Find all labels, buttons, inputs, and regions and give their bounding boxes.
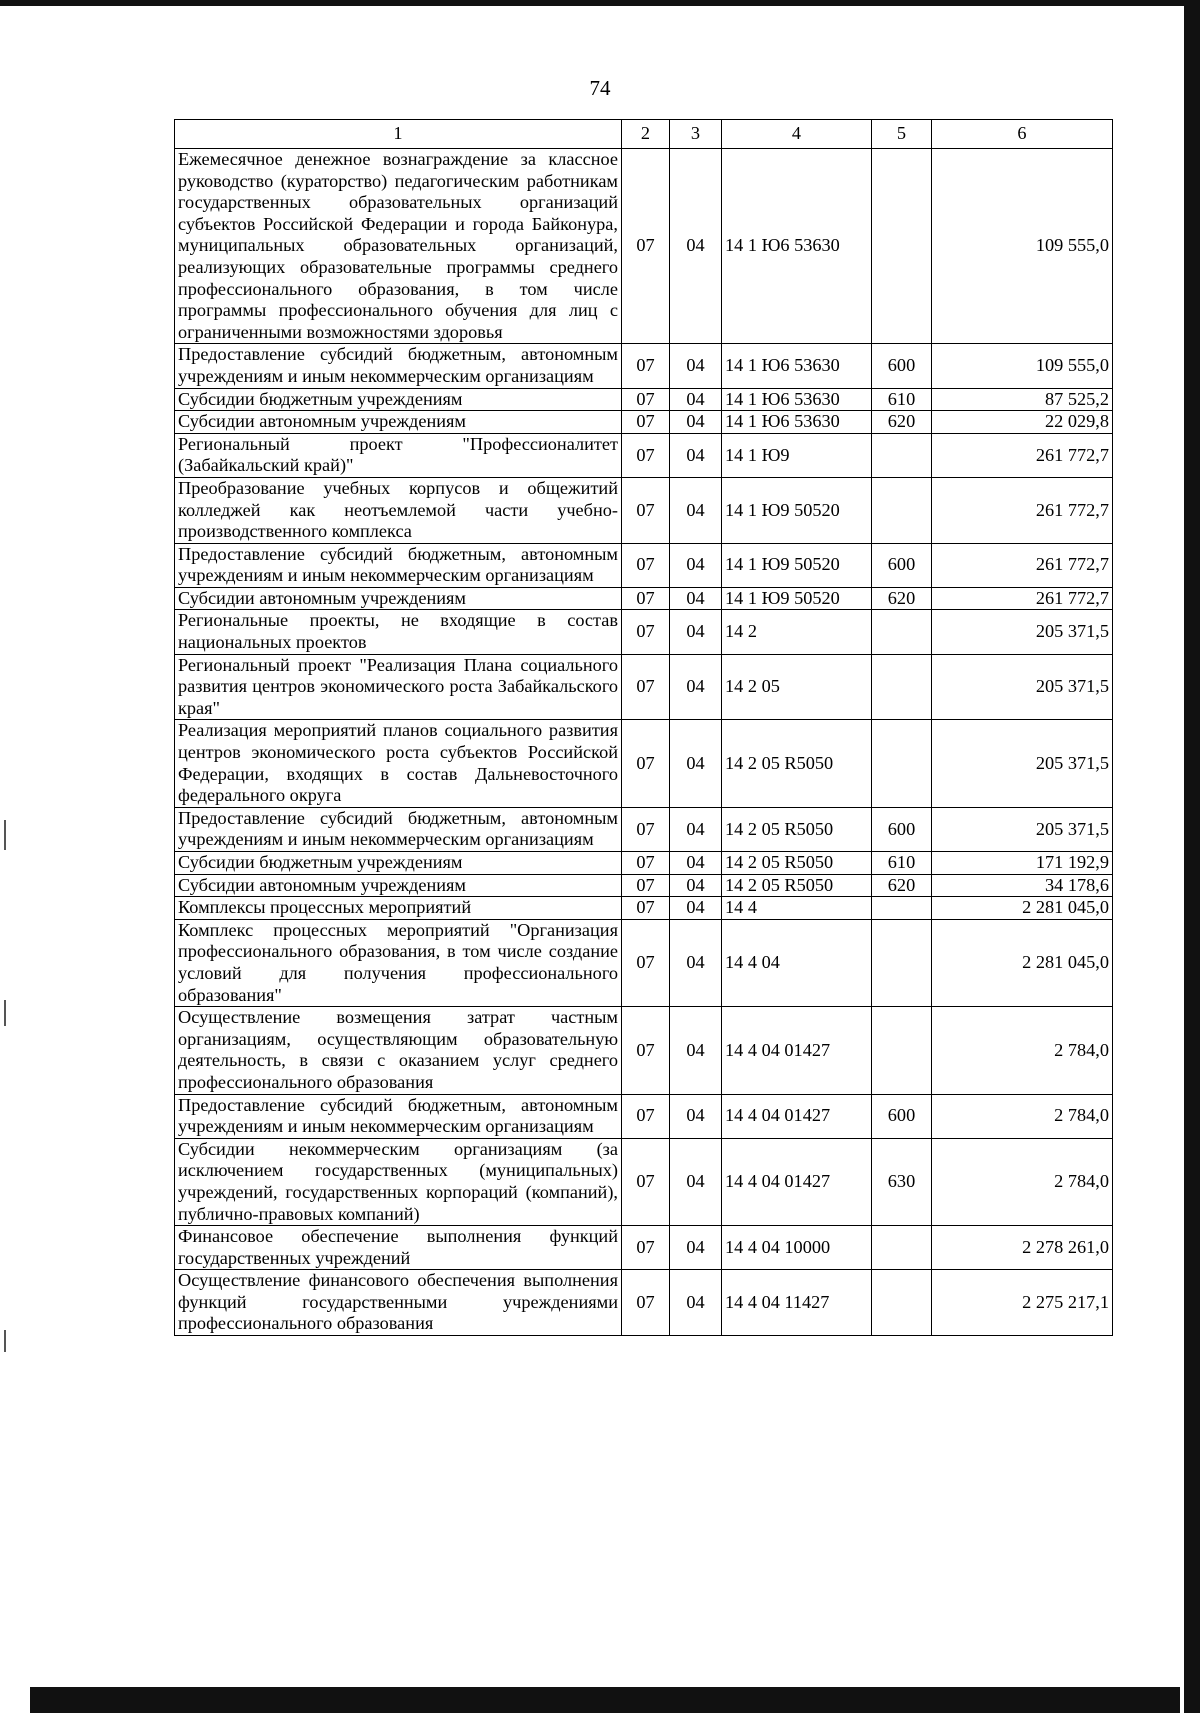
cell-name: Субсидии некоммерческим организациям (за исключением государственных (муниципальных) учреждений, государственных корпораций (компаний), публично-правовых компаний)	[175, 1138, 622, 1225]
header-cell: 1	[175, 120, 622, 149]
cell-section: 07	[622, 388, 670, 411]
cell-expense-type	[872, 610, 932, 654]
cell-name: Субсидии бюджетным учреждениям	[175, 388, 622, 411]
cell-subsection: 04	[670, 1094, 722, 1138]
cell-target-article: 14 2 05 R5050	[722, 720, 872, 807]
cell-target-article: 14 4 04 10000	[722, 1226, 872, 1270]
table-row	[175, 477, 1113, 543]
cell-expense-type: 600	[872, 1094, 932, 1138]
cell-expense-type: 620	[872, 411, 932, 434]
cell-section: 07	[622, 720, 670, 807]
cell-target-article: 14 2 05	[722, 654, 872, 720]
cell-section: 07	[622, 654, 670, 720]
table-row	[175, 344, 1113, 388]
cell-target-article: 14 2 05 R5050	[722, 807, 872, 851]
cell-expense-type: 610	[872, 388, 932, 411]
cell-section: 07	[622, 610, 670, 654]
table-row	[175, 720, 1113, 807]
cell-expense-type	[872, 477, 932, 543]
cell-target-article: 14 4 04 01427	[722, 1138, 872, 1225]
cell-target-article: 14 1 Ю9 50520	[722, 477, 872, 543]
cell-section: 07	[622, 852, 670, 875]
cell-amount: 87 525,2	[932, 388, 1113, 411]
cell-section: 07	[622, 344, 670, 388]
table-row	[175, 610, 1113, 654]
cell-name: Осуществление возмещения затрат частным организациям, осуществляющим образовательную деятельность, в связи с оказанием услуг среднего профессионального образования	[175, 1007, 622, 1094]
cell-name: Комплекс процессных мероприятий "Организация профессионального образования, в том числе создание условий для получения профессионального образования"	[175, 919, 622, 1006]
cell-name: Комплексы процессных мероприятий	[175, 897, 622, 920]
cell-name: Субсидии автономным учреждениям	[175, 411, 622, 434]
cell-target-article: 14 2 05 R5050	[722, 874, 872, 897]
cell-amount: 171 192,9	[932, 852, 1113, 875]
cell-target-article: 14 1 Ю6 53630	[722, 411, 872, 434]
cell-amount: 261 772,7	[932, 477, 1113, 543]
header-cell: 2	[622, 120, 670, 149]
cell-amount: 261 772,7	[932, 433, 1113, 477]
cell-expense-type: 630	[872, 1138, 932, 1225]
cell-name: Финансовое обеспечение выполнения функций государственных учреждений	[175, 1226, 622, 1270]
table-row	[175, 587, 1113, 610]
cell-expense-type: 600	[872, 807, 932, 851]
cell-section: 07	[622, 807, 670, 851]
cell-section: 07	[622, 874, 670, 897]
cell-section: 07	[622, 919, 670, 1006]
table-row	[175, 654, 1113, 720]
table-row	[175, 1094, 1113, 1138]
table-row	[175, 1007, 1113, 1094]
cell-subsection: 04	[670, 388, 722, 411]
table-row	[175, 897, 1113, 920]
table-body	[175, 149, 1113, 1336]
table-row	[175, 543, 1113, 587]
cell-target-article: 14 4	[722, 897, 872, 920]
table-row	[175, 874, 1113, 897]
cell-amount: 2 278 261,0	[932, 1226, 1113, 1270]
cell-amount: 205 371,5	[932, 610, 1113, 654]
cell-expense-type	[872, 654, 932, 720]
cell-section: 07	[622, 1138, 670, 1225]
table-row	[175, 433, 1113, 477]
cell-section: 07	[622, 433, 670, 477]
cell-amount: 205 371,5	[932, 654, 1113, 720]
header-cell: 3	[670, 120, 722, 149]
cell-subsection: 04	[670, 610, 722, 654]
cell-name: Региональные проекты, не входящие в состав национальных проектов	[175, 610, 622, 654]
cell-expense-type	[872, 720, 932, 807]
cell-name: Ежемесячное денежное вознаграждение за классное руководство (кураторство) педагогическим работникам государственных образовательных организаций субъектов Российской Федерации и города Байконура, муниципальных образовательных организаций, реализующих образовательные программы среднего профессионального образования, в том числе программы профессионального обучения для лиц с ограниченными возможностями здоровья	[175, 149, 622, 344]
cell-subsection: 04	[670, 807, 722, 851]
header-cell: 4	[722, 120, 872, 149]
cell-amount: 2 784,0	[932, 1138, 1113, 1225]
cell-subsection: 04	[670, 852, 722, 875]
page-number: 74	[589, 76, 611, 100]
table-row	[175, 411, 1113, 434]
table-row	[175, 852, 1113, 875]
cell-subsection: 04	[670, 1270, 722, 1336]
cell-name: Предоставление субсидий бюджетным, автономным учреждениям и иным некоммерческим организациям	[175, 344, 622, 388]
cell-name: Субсидии бюджетным учреждениям	[175, 852, 622, 875]
cell-subsection: 04	[670, 919, 722, 1006]
cell-subsection: 04	[670, 149, 722, 344]
table-row	[175, 919, 1113, 1006]
cell-expense-type	[872, 897, 932, 920]
cell-amount: 205 371,5	[932, 720, 1113, 807]
cell-subsection: 04	[670, 720, 722, 807]
cell-amount: 34 178,6	[932, 874, 1113, 897]
table-row	[175, 149, 1113, 344]
cell-amount: 2 281 045,0	[932, 897, 1113, 920]
cell-name: Предоставление субсидий бюджетным, автономным учреждениям и иным некоммерческим организациям	[175, 1094, 622, 1138]
scan-edge-bottom	[30, 1687, 1180, 1713]
cell-amount: 109 555,0	[932, 344, 1113, 388]
cell-section: 07	[622, 1094, 670, 1138]
scan-mark	[4, 1000, 6, 1026]
table-row	[175, 388, 1113, 411]
cell-section: 07	[622, 1007, 670, 1094]
cell-amount: 261 772,7	[932, 543, 1113, 587]
cell-expense-type	[872, 1007, 932, 1094]
cell-expense-type: 600	[872, 543, 932, 587]
cell-name: Субсидии автономным учреждениям	[175, 874, 622, 897]
cell-amount: 2 784,0	[932, 1094, 1113, 1138]
table-header-row	[175, 120, 1113, 149]
cell-expense-type	[872, 149, 932, 344]
cell-amount: 261 772,7	[932, 587, 1113, 610]
cell-section: 07	[622, 411, 670, 434]
cell-subsection: 04	[670, 1226, 722, 1270]
scan-mark	[4, 1330, 6, 1352]
cell-target-article: 14 4 04	[722, 919, 872, 1006]
cell-target-article: 14 1 Ю6 53630	[722, 344, 872, 388]
cell-section: 07	[622, 543, 670, 587]
cell-expense-type	[872, 1270, 932, 1336]
cell-subsection: 04	[670, 587, 722, 610]
table-row	[175, 1226, 1113, 1270]
cell-subsection: 04	[670, 1007, 722, 1094]
table-row	[175, 1270, 1113, 1336]
cell-target-article: 14 2 05 R5050	[722, 852, 872, 875]
scan-edge-top	[0, 0, 1200, 6]
cell-subsection: 04	[670, 874, 722, 897]
cell-subsection: 04	[670, 897, 722, 920]
scan-mark	[4, 820, 6, 850]
cell-expense-type: 600	[872, 344, 932, 388]
cell-section: 07	[622, 1270, 670, 1336]
table-row	[175, 807, 1113, 851]
cell-subsection: 04	[670, 654, 722, 720]
cell-expense-type	[872, 433, 932, 477]
cell-subsection: 04	[670, 543, 722, 587]
cell-expense-type	[872, 1226, 932, 1270]
budget-table	[174, 119, 1113, 1336]
cell-target-article: 14 2	[722, 610, 872, 654]
cell-subsection: 04	[670, 477, 722, 543]
cell-section: 07	[622, 587, 670, 610]
cell-name: Предоставление субсидий бюджетным, автономным учреждениям и иным некоммерческим организациям	[175, 807, 622, 851]
cell-target-article: 14 1 Ю9 50520	[722, 587, 872, 610]
cell-expense-type	[872, 919, 932, 1006]
table-row	[175, 1138, 1113, 1225]
cell-subsection: 04	[670, 344, 722, 388]
cell-target-article: 14 4 04 11427	[722, 1270, 872, 1336]
cell-target-article: 14 1 Ю6 53630	[722, 149, 872, 344]
cell-name: Осуществление финансового обеспечения выполнения функций государственными учреждениями профессионального образования	[175, 1270, 622, 1336]
cell-expense-type: 620	[872, 874, 932, 897]
cell-section: 07	[622, 1226, 670, 1270]
cell-section: 07	[622, 897, 670, 920]
cell-amount: 2 784,0	[932, 1007, 1113, 1094]
cell-name: Предоставление субсидий бюджетным, автономным учреждениям и иным некоммерческим организациям	[175, 543, 622, 587]
cell-name: Региональный проект "Профессионалитет (Забайкальский край)"	[175, 433, 622, 477]
cell-name: Реализация мероприятий планов социального развития центров экономического роста субъектов Российской Федерации, входящих в состав Дальневосточного федерального округа	[175, 720, 622, 807]
cell-name: Региональный проект "Реализация Плана социального развития центров экономического роста Забайкальского края"	[175, 654, 622, 720]
cell-target-article: 14 1 Ю9	[722, 433, 872, 477]
cell-target-article: 14 1 Ю9 50520	[722, 543, 872, 587]
header-cell: 6	[932, 120, 1113, 149]
cell-amount: 22 029,8	[932, 411, 1113, 434]
cell-amount: 205 371,5	[932, 807, 1113, 851]
cell-name: Преобразование учебных корпусов и общежитий колледжей как неотъемлемой части учебно-производственного комплекса	[175, 477, 622, 543]
cell-amount: 109 555,0	[932, 149, 1113, 344]
cell-subsection: 04	[670, 411, 722, 434]
cell-expense-type: 610	[872, 852, 932, 875]
cell-section: 07	[622, 477, 670, 543]
cell-section: 07	[622, 149, 670, 344]
scan-edge-right	[1184, 0, 1200, 1713]
cell-subsection: 04	[670, 433, 722, 477]
cell-target-article: 14 1 Ю6 53630	[722, 388, 872, 411]
cell-target-article: 14 4 04 01427	[722, 1094, 872, 1138]
cell-amount: 2 275 217,1	[932, 1270, 1113, 1336]
cell-expense-type: 620	[872, 587, 932, 610]
cell-subsection: 04	[670, 1138, 722, 1225]
cell-name: Субсидии автономным учреждениям	[175, 587, 622, 610]
header-cell: 5	[872, 120, 932, 149]
cell-amount: 2 281 045,0	[932, 919, 1113, 1006]
cell-target-article: 14 4 04 01427	[722, 1007, 872, 1094]
